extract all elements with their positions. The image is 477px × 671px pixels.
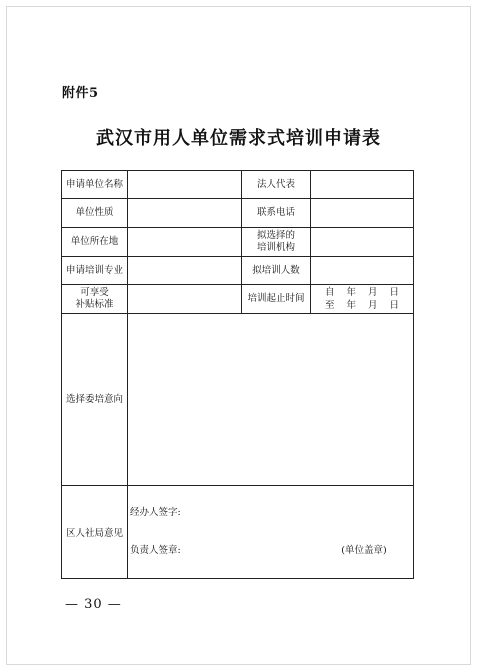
major-field[interactable] xyxy=(128,257,241,284)
legal-rep-field[interactable] xyxy=(311,171,413,198)
major-label: 申请培训专业 xyxy=(65,264,123,276)
period-label: 培训起止时间 xyxy=(247,293,305,304)
intent-label: 选择委培意向 xyxy=(65,393,123,405)
period-to-row xyxy=(325,299,399,312)
period-field[interactable] xyxy=(311,285,413,313)
applicant-name-label: 申请单位名称 xyxy=(65,178,123,190)
subsidy-label-line2: 补贴标准 xyxy=(75,299,114,310)
phone-field[interactable] xyxy=(311,199,413,227)
annex-label: 附件5 xyxy=(62,86,99,101)
unit-nature-label: 单位性质 xyxy=(75,207,114,218)
training-org-label xyxy=(242,228,310,256)
unit-nature-field[interactable] xyxy=(128,199,241,227)
seal-label: (单位盖章) xyxy=(341,545,387,556)
period-to-year: 年 xyxy=(346,300,356,311)
trainee-count-field[interactable] xyxy=(311,257,413,284)
training-org-label-line2: 培训机构 xyxy=(256,242,295,253)
location-field[interactable] xyxy=(128,228,241,256)
application-form-table xyxy=(61,170,414,579)
intent-field[interactable] xyxy=(128,314,413,485)
training-org-label-line1: 拟选择的 xyxy=(256,230,295,241)
applicant-name-field[interactable] xyxy=(128,171,241,198)
subsidy-field[interactable] xyxy=(128,285,241,313)
location-label: 单位所在地 xyxy=(70,236,119,247)
opinion-label: 区人社局意见 xyxy=(65,528,123,539)
page-number: — 30 — xyxy=(65,597,122,612)
subsidy-label xyxy=(62,285,127,313)
form-title: 武汉市用人单位需求式培训申请表 xyxy=(96,128,381,149)
legal-rep-label: 法人代表 xyxy=(256,178,295,190)
handler-sign-label: 经办人签字: xyxy=(130,507,181,518)
period-from-row xyxy=(325,286,399,299)
trainee-count-label: 拟培训人数 xyxy=(252,264,300,276)
period-from-year: 年 xyxy=(346,287,356,298)
manager-sign-label: 负责人签章: xyxy=(130,545,181,556)
period-from-day: 日 xyxy=(389,287,399,298)
period-to-prefix: 至 xyxy=(325,300,335,311)
period-to-month: 月 xyxy=(367,300,378,311)
training-org-field[interactable] xyxy=(311,228,413,256)
period-from-prefix: 自 xyxy=(325,287,335,298)
subsidy-label-line1: 可享受 xyxy=(80,287,109,298)
phone-label: 联系电话 xyxy=(256,207,295,218)
table-border-right xyxy=(413,170,414,579)
period-from-month: 月 xyxy=(367,287,378,298)
period-to-day: 日 xyxy=(389,300,399,311)
table-border-bottom xyxy=(61,578,414,579)
